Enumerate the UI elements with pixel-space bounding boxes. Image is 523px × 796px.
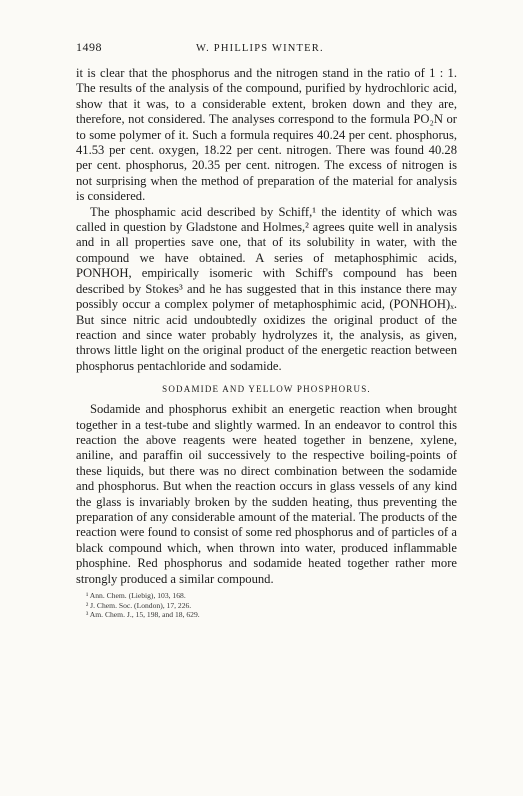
page-header (76, 40, 457, 56)
section-heading: SODAMIDE AND YELLOW PHOSPHORUS. (162, 384, 371, 395)
paragraph-analysis: it is clear that the phosphorus and the nitrogen stand in the ratio of 1 : 1. The results of the analysis of the compound, purified by hydrochloric acid, show that it was, to a considerable extent, broken down and they are, therefore, not considered. The analyses correspond to the formula PO₂N or to some polymer of it. Such a formula requires 40.24 per cent. phosphorus, 41.53 per cent. oxygen, 18.22 per cent. nitrogen. There was found 40.28 per cent. phosphorus, 20.35 per cent. nitrogen. The excess of nitrogen is not surprising when the method of preparation of the material for analysis is considered. (76, 66, 457, 204)
footnotes (76, 591, 457, 620)
running-title: W. PHILLIPS WINTER. (196, 43, 324, 54)
footnote: ² J. Chem. Soc. (London), 17, 226. (86, 600, 192, 610)
paragraph-sodamide: Sodamide and phosphorus exhibit an energetic reaction when brought together in a test-tube and slightly warmed. In an endeavor to control this reaction the above reagents were heated together in benzene, xylene, aniline, and paraffin oil successively to the respective boiling-points of these liquids, but there was no direct combination between the sodamide and phosphorus. But when the reaction occurs in glass vessels of any kind the glass is invariably broken by the sudden heating, thus preventing the preparation of any considerable amount of the material. The products of the reaction were found to consist of some red phosphorus and of particles of a black compound which, when thrown into water, produced inflammable phosphine. Red phosphorus and sodamide heated together rather more strongly produced a similar compound. (76, 402, 457, 586)
paragraph-phosphamic-acid: The phosphamic acid described by Schiff,¹ the identity of which was called in question by Gladstone and Holmes,² agrees quite well in analysis and in all properties save one, that of its solubility in water, with the compound we have obtained. A series of metaphosphimic acids, PONHOH, empirically isomeric with Schiff's compound has been described by Stokes³ and he has suggested that in this instance there may possibly occur a complex polymer of metaphosphimic acid, (PONHOH)ₓ. But since nitric acid undoubtedly oxidizes the original product of the reaction and since water probably hydrolyzes it, the analysis, as given, throws little light on the original product of the energetic reaction between phosphorus pentachloride and sodamide. (76, 204, 457, 373)
footnote: ³ Am. Chem. J., 15, 198, and 18, 629. (86, 610, 200, 620)
body-text (76, 66, 457, 587)
journal-page (76, 40, 457, 620)
page-number: 1498 (76, 40, 102, 54)
footnote: ¹ Ann. Chem. (Liebig), 103, 168. (86, 591, 186, 600)
